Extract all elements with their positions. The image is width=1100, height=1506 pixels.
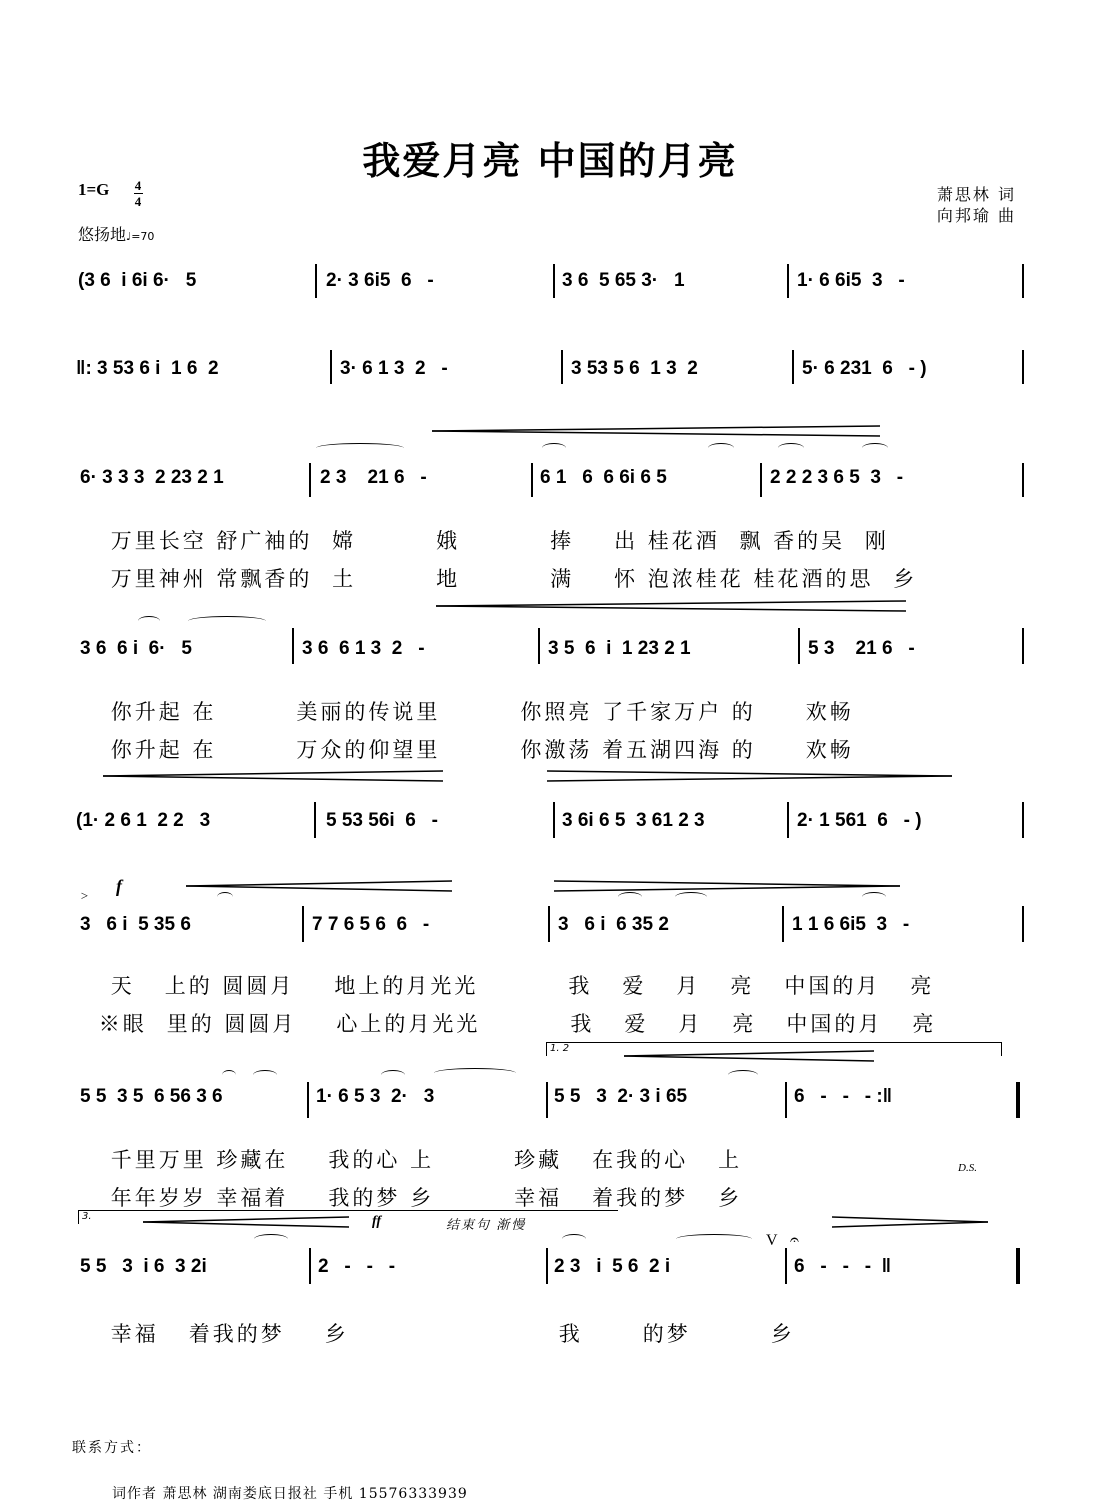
measure: 5· 6 231 6 - )	[802, 358, 927, 379]
fermata-icon: 𝄐	[790, 1232, 799, 1249]
measure: ‖: 3 53 6 i 1 6 2	[76, 358, 219, 379]
measure: 1· 6 6i5 3 -	[797, 270, 905, 291]
tempo-text: 悠扬地	[78, 225, 127, 244]
measure: 3· 6 1 3 2 -	[340, 358, 448, 379]
crescendo-hairpin	[432, 425, 880, 437]
score-row-intro-1	[0, 262, 1100, 302]
measure: 7 7 6 5 6 6 -	[312, 914, 430, 935]
measure: 2· 3 6i5 6 -	[326, 270, 434, 291]
diminuendo-hairpin	[832, 1216, 988, 1228]
lyric-line-2: 年年岁岁 幸福着 我的梦 乡 幸福 着我的梦 乡	[110, 1186, 743, 1210]
measure: 1· 6 5 3 2· 3	[316, 1086, 435, 1107]
measure: 3 53 5 6 1 3 2	[571, 358, 698, 379]
dynamic-fortissimo: ff	[372, 1214, 382, 1229]
time-signature	[133, 178, 143, 209]
crescendo-hairpin	[186, 880, 452, 892]
measure: 2 3 21 6 -	[320, 467, 427, 488]
lyric-line-2: ※眼 里的 圆圆月 心上的月光光 我 爱 月 亮 中国的月 亮	[98, 1012, 937, 1036]
measure: 6 - - - :‖	[794, 1086, 893, 1107]
measure: 3 6 i 6 35 2	[558, 914, 669, 935]
crescendo-hairpin	[103, 770, 443, 782]
score-row-verse-2	[0, 600, 1100, 762]
measure: 1 1 6 6i5 3 -	[792, 914, 910, 935]
key-signature: 1=G	[78, 180, 110, 199]
time-signature-top: 4	[134, 178, 142, 193]
measure: 6· 3 3 3 2 23 2 1	[80, 467, 224, 488]
lyric-line-2: 万里神州 常飘香的 土 地 满 怀 泡浓桂花 桂花酒的思 乡	[110, 567, 918, 591]
volta-1-2: 1. 2	[546, 1042, 1002, 1056]
contact-info: 词作者 萧思林 湖南娄底日报社 手机 15576333939	[112, 1486, 468, 1502]
score-row-coda	[0, 1208, 1100, 1346]
measure: 5 53 56i 6 -	[326, 810, 438, 831]
measure: (1· 2 6 1 2 2 3	[76, 810, 211, 831]
dynamic-forte: f	[116, 876, 122, 896]
measure: 5 5 3 2· 3 i 65	[554, 1086, 688, 1107]
score-row-interlude	[0, 770, 1100, 840]
score-row-chorus-1	[0, 870, 1100, 1036]
metronome-mark: ♩=70	[126, 230, 155, 243]
crescendo-hairpin	[143, 1216, 349, 1228]
measure: 5 5 3 i 6 3 2i	[80, 1256, 207, 1277]
measure: 6 - - - ‖	[794, 1256, 892, 1277]
score-row-chorus-2	[0, 1040, 1100, 1210]
diminuendo-hairpin	[554, 880, 900, 892]
measure: 3 6 i 5 35 6	[80, 914, 191, 935]
lyricist: 萧思林 词	[936, 185, 1016, 204]
measure: 2· 1 561 6 - )	[797, 810, 922, 831]
diminuendo-hairpin	[547, 770, 952, 782]
time-signature-bottom: 4	[134, 194, 142, 209]
measure: 3 5 6 i 1 23 2 1	[548, 638, 691, 659]
dal-segno: D.S.	[958, 1162, 977, 1174]
measure: 5 3 21 6 -	[808, 638, 915, 659]
measure: (3 6 i 6i 6· 5	[78, 270, 197, 291]
measure: 2 - - -	[318, 1256, 396, 1277]
measure: 6 1 6 6 6i 6 5	[540, 467, 667, 488]
lyric-line-1: 千里万里 珍藏在 我的心 上 珍藏 在我的心 上	[110, 1148, 743, 1172]
breath-mark: V	[766, 1232, 778, 1249]
ritardando-text: 结束句 渐慢	[446, 1217, 527, 1232]
lyric-line-1: 万里长空 舒广袖的 嫦 娥 捧 出 桂花酒 飘 香的吴 刚	[110, 529, 889, 553]
composer: 向邦瑜 曲	[936, 206, 1016, 225]
crescendo-hairpin	[624, 1050, 874, 1062]
measure: 2 2 2 3 6 5 3 -	[770, 467, 904, 488]
score-row-verse-1	[0, 425, 1100, 591]
crescendo-hairpin	[436, 600, 906, 612]
accent-mark: >	[80, 888, 89, 903]
measure: 5 5 3 5 6 56 3 6	[80, 1086, 223, 1107]
lyric-line-1: 幸福 着我的梦 乡 我 的梦 乡	[110, 1322, 795, 1346]
measure: 3 6 6 1 3 2 -	[302, 638, 425, 659]
measure: 3 6 5 65 3· 1	[562, 270, 685, 291]
measure: 3 6i 6 5 3 61 2 3	[562, 810, 705, 831]
volta-3: 3.	[78, 1210, 618, 1224]
lyric-line-1: 你升起 在 美丽的传说里 你照亮 了千家万户 的 欢畅	[110, 700, 854, 724]
score-row-intro-2	[0, 350, 1100, 390]
measure: 2 3 i 5 6 2 i	[554, 1256, 671, 1277]
lyric-line-2: 你升起 在 万众的仰望里 你激荡 着五湖四海 的 欢畅	[110, 738, 854, 762]
lyric-line-1: 天 上的 圆圆月 地上的月光光 我 爱 月 亮 中国的月 亮	[110, 974, 935, 998]
tempo-marking	[78, 222, 154, 245]
credits	[937, 184, 1016, 226]
contact-label: 联系方式：	[72, 1440, 152, 1456]
song-title: 我爱月亮 中国的月亮	[362, 138, 738, 183]
measure: 3 6 6 i 6· 5	[80, 638, 192, 659]
